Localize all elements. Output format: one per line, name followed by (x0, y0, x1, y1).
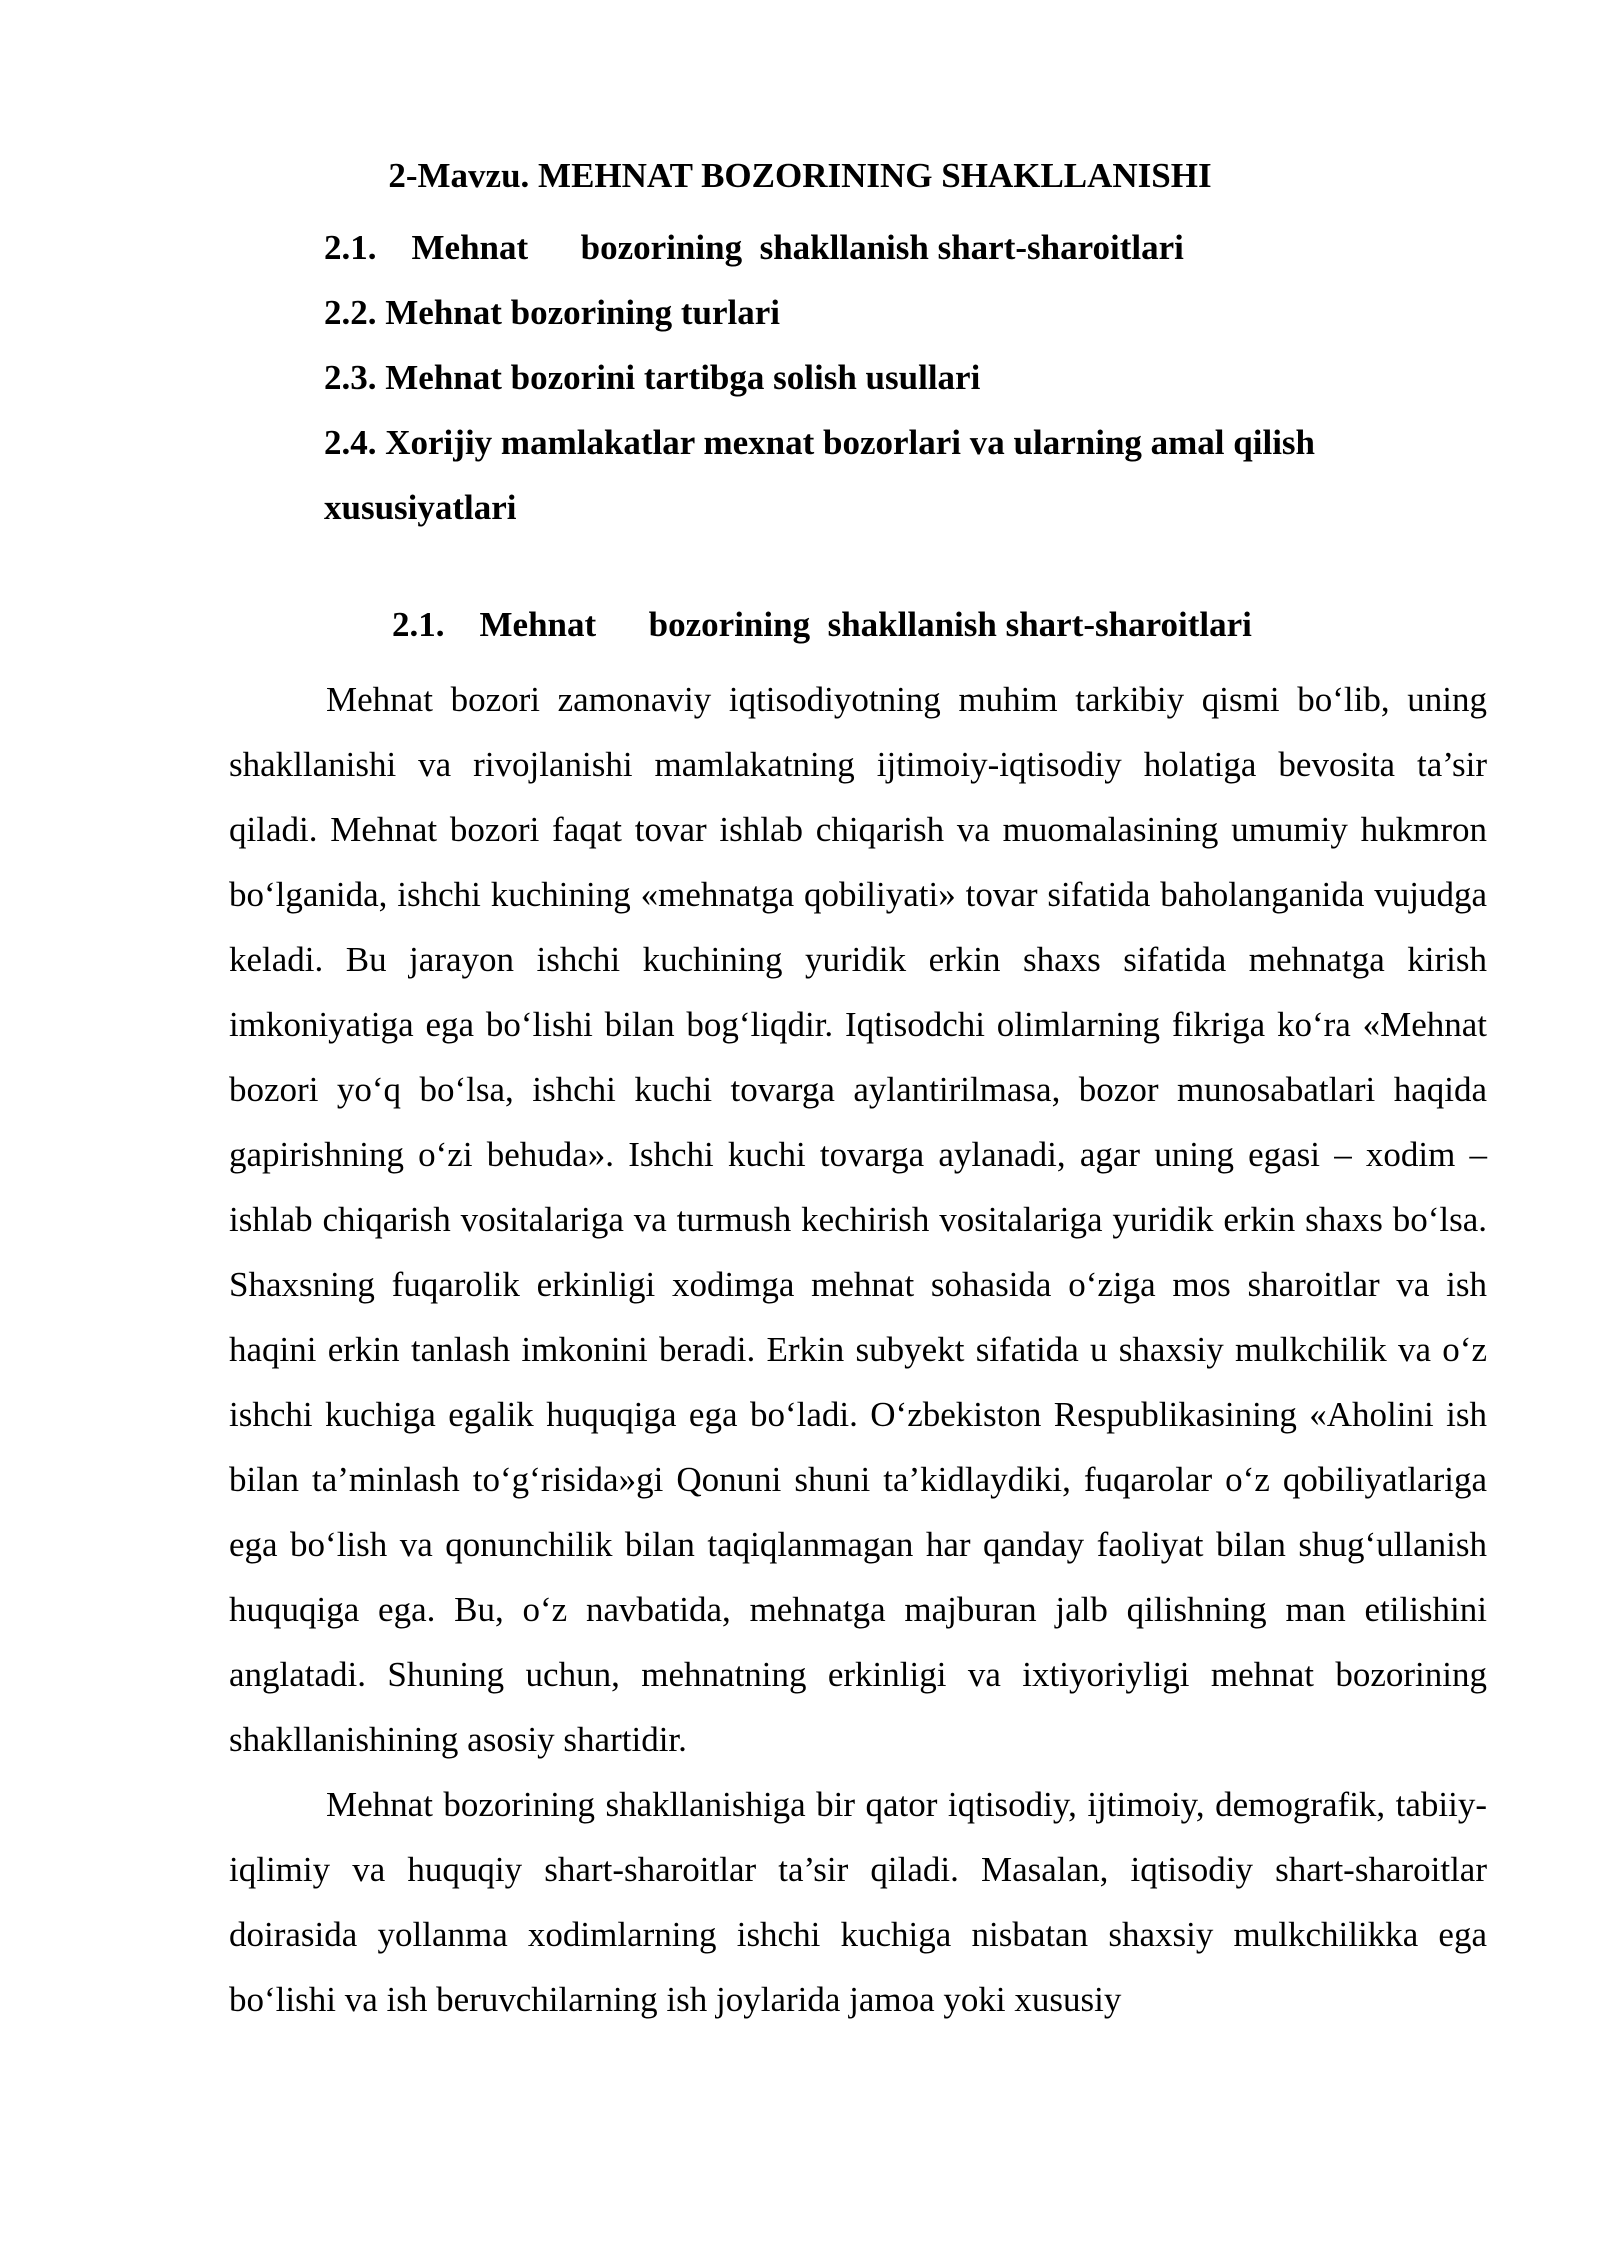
toc-item: 2.3. Mehnat bozorini tartibga solish usullari (324, 358, 981, 397)
toc-item: 2.4. Xorijiy mamlakatlar mexnat bozorlari va ularning amal qilish xususiyatlari (324, 423, 1316, 527)
paragraph: Mehnat bozorining shakllanishiga bir qator iqtisodiy, ijtimoiy, demografik, tabiiy-iqlimiy va huquqiy shart-sharoitlar ta’sir qiladi. Masalan, iqtisodiy shart-sharoitlar doirasida yollanma xodimlarning ishchi kuchiga nisbatan shaxsiy mulkchilikka ega bo‘lishi va ish beruvchilarning ish joylarida jamoa yoki xususiy (229, 1785, 1487, 2019)
toc-item: 2.1. Mehnat bozorining shakllanish shart-sharoitlari (324, 228, 1184, 267)
paragraph: Mehnat bozori zamonaviy iqtisodiyotning muhim tarkibiy qismi bo‘lib, uning shakllanishi va rivojlanishi mamlakatning ijtimoiy-iqtisodiy holatiga bevosita ta’sir qiladi. Mehnat bozori faqat tovar ishlab chiqarish va muomalasining umumiy hukmron bo‘lganida, ishchi kuchining «mehnatga qobiliyati» tovar sifatida baholanganida vujudga keladi. Bu jarayon ishchi kuchining yuridik erkin shaxs sifatida mehnatga kirish imkoniyatiga ega bo‘lishi bilan bog‘liqdir. Iqtisodchi olimlarning fikriga ko‘ra «Mehnat bozori yo‘q bo‘lsa, ishchi kuchi tovarga aylantirilmasa, bozor munosabatlari haqida gapirishning o‘zi behuda». Ishchi kuchi tovarga aylanadi, agar uning egasi – xodim – ishlab chiqarish vositalariga va turmush kechirish vositalariga yuridik erkin shaxs bo‘lsa. Shaxsning fuqarolik erkinligi xodimga mehnat sohasida o‘ziga mos sharoitlar va ish haqini erkin tanlash imkonini beradi. Erkin subyekt sifatida u shaxsiy mulkchilik va o‘z ishchi kuchiga egalik huquqiga ega bo‘ladi. O‘zbekiston Respublikasining «Aholini ish bilan ta’minlash to‘g‘risida»gi Qonuni shuni ta’kidlaydiki, fuqarolar o‘z qobiliyatlariga ega bo‘lish va qonunchilik bilan taqiqlanmagan har qanday faoliyat bilan shug‘ullanish huquqiga ega. Bu, o‘z navbatida, mehnatga majburan jalb qilishning man etilishini anglatadi. Shuning uchun, mehnatning erkinligi va ixtiyoriyligi mehnat bozorining shakllanishining asosiy shartidir. (229, 680, 1487, 1759)
toc-item: 2.2. Mehnat bozorining turlari (324, 293, 780, 332)
body-text (229, 667, 1487, 2032)
table-of-contents (324, 215, 1484, 540)
page-title: 2-Mavzu. MEHNAT BOZORINING SHAKLLANISHI (388, 156, 1212, 195)
section-heading: 2.1. Mehnat bozorining shakllanish shart-sharoitlari (392, 605, 1252, 644)
